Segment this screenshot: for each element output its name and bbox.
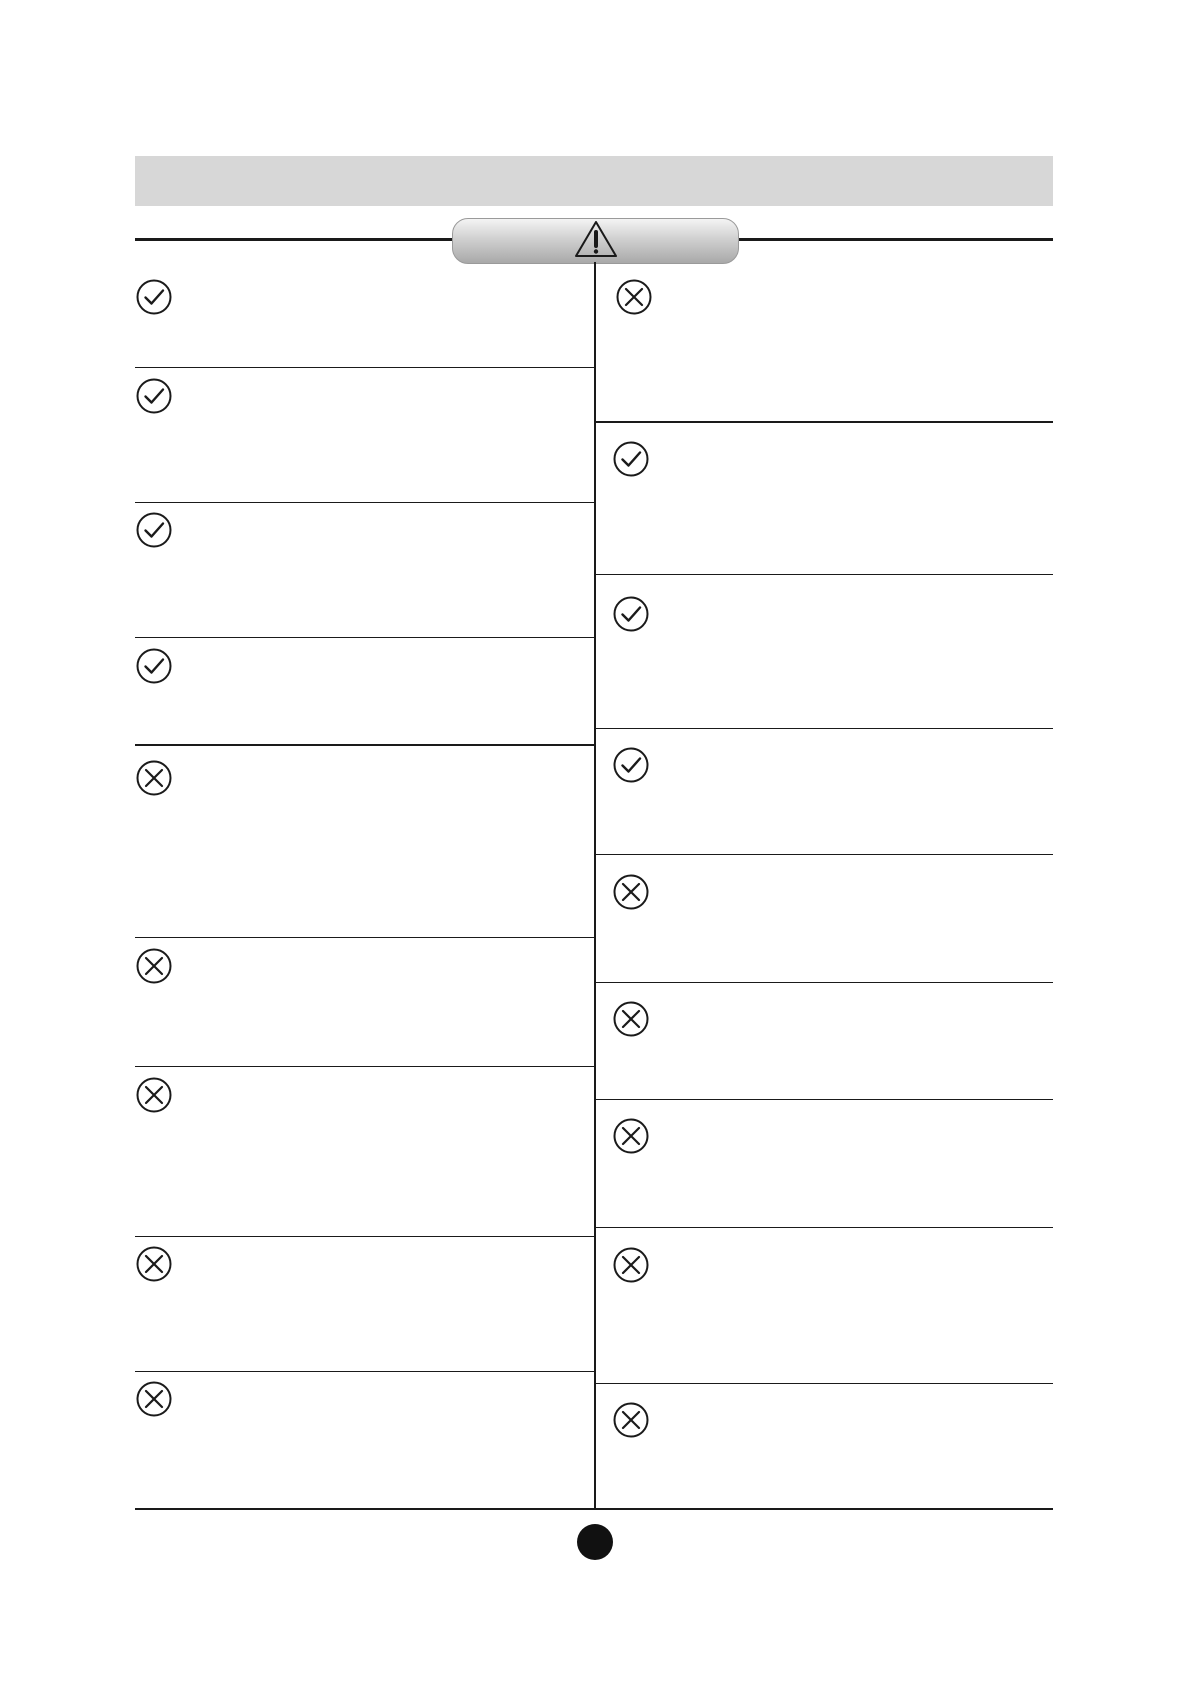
left-separator [135,637,595,638]
top-rule-left [135,238,453,241]
left-separator [135,1371,595,1372]
cross-circle-icon [135,947,173,985]
cross-circle-icon [612,1000,650,1038]
cross-circle-icon [135,1245,173,1283]
right-separator [595,1099,1053,1100]
check-circle-icon [135,647,173,685]
right-separator [595,1227,1053,1228]
left-separator [135,502,595,503]
cross-circle-icon [612,1117,650,1155]
check-circle-icon [612,746,650,784]
section-title-band [135,156,1053,206]
column-divider [594,262,596,1510]
right-separator [595,854,1053,855]
check-circle-icon [135,377,173,415]
cross-circle-icon [612,873,650,911]
cross-circle-icon [612,1401,650,1439]
left-separator [135,367,595,368]
right-separator [595,574,1053,575]
warning-triangle-icon [573,219,619,264]
check-circle-icon [135,511,173,549]
right-separator [595,982,1053,983]
cross-circle-icon [135,1076,173,1114]
cross-circle-icon [615,278,653,316]
left-separator [135,937,595,938]
right-section-rule [595,421,1053,423]
check-circle-icon [612,595,650,633]
check-circle-icon [612,440,650,478]
left-separator [135,1236,595,1237]
right-separator [595,1383,1053,1384]
left-separator [135,1066,595,1067]
bottom-rule [135,1508,1053,1510]
cross-circle-icon [135,1380,173,1418]
cross-circle-icon [135,759,173,797]
page-number-dot [577,1524,613,1560]
cross-circle-icon [612,1246,650,1284]
left-section-rule [135,744,595,746]
check-circle-icon [135,278,173,316]
right-separator [595,728,1053,729]
warning-badge [452,218,739,264]
top-rule-right [736,238,1053,241]
